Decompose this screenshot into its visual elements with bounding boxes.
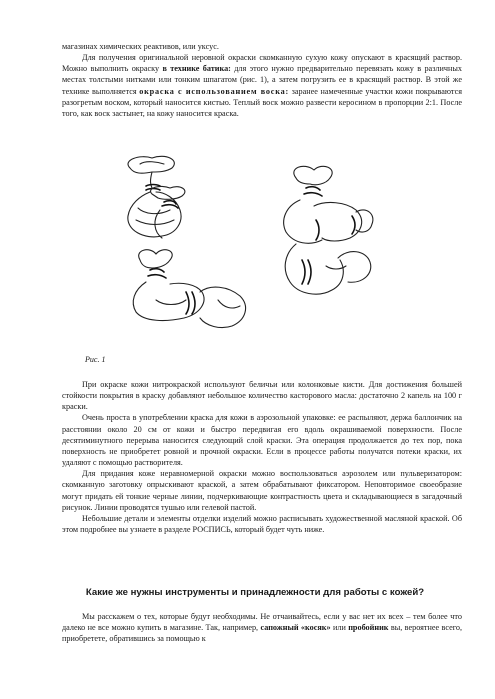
figure-caption: Рис. 1: [85, 355, 106, 364]
bold-term-batik: в технике батика:: [162, 64, 231, 74]
paragraph-tools: [62, 611, 462, 644]
tied-bundle-right: [284, 166, 373, 294]
text-run: Мы расскажем о тех, которые будут необходимы. Не отчаивайтесь, если у вас нет их всех – тем более что далеко не все можно купить в магазине. Так, например,: [62, 612, 462, 633]
text-run: вы, вероятнее всего, приобретете, обратившись за помощью к: [62, 623, 463, 644]
paragraph-nitro-paint: При окраске кожи нитрокраской используют беличьи или колонковые кисти. Для достижения большей стойкости покрытия в краску добавляют небольшое количество касторового масла: достаточно 2 капель на 100 г краски.: [62, 380, 462, 412]
text-run: Для получения оригинальной неровной окраски скомканную сухую кожу опускают в красящий раствор. Можно выполнить окраску: [62, 53, 462, 74]
text-run: заранее намеченные участки кожи покрываются разогретым воском, который наносится кистью. Теплый воск можно развести керосином в пропорции 2:1. После того, как воск застынет, на кожу наносится краска.: [62, 86, 462, 118]
bold-term-wax: окраска с использованием воска:: [139, 86, 290, 96]
paragraph-continuation: магазинах химических реактивов, или уксус.: [62, 42, 219, 51]
text-block-bottom: [62, 611, 462, 644]
bold-term-kosyak: сапожный «косяк»: [260, 623, 331, 633]
figure-tied-leather-illustration: [100, 150, 380, 362]
text-block-middle: [62, 379, 462, 535]
text-run: для этого нужно предварительно перевязать кожу в различных местах толстыми нитками или тонким шпагатом (рис. 1), а затем погрузить ее в красящий раствор. В этой же технике выполняется: [62, 64, 462, 96]
bold-term-punch: пробойник: [348, 623, 389, 633]
paragraph-airbrush: Для придания коже неравномерной окраски можно воспользоваться аэрозолем или пульверизатором: скомканную заготовку опрыскивают краской, а затем обрабатывают фиксатором. Неповторимое своеобразие могут придать ей тонкие черные линии, подчеркивающие контрастность цвета и складывающиеся в загадочный рисунок. Линии проводятся тушью или гелевой пастой.: [62, 469, 462, 512]
section-heading-tools: Какие же нужны инструменты и принадлежности для работы с кожей?: [85, 587, 425, 598]
paragraph-small-details: Небольшие детали и элементы отделки изделий можно расписывать художественной масляной краской. Об этом подробнее вы узнаете в разделе РОСПИСЬ, который будет чуть ниже.: [62, 513, 462, 535]
paragraph-batik: [62, 52, 462, 119]
text-run: или: [330, 623, 349, 633]
text-block-top: [62, 41, 462, 119]
paragraph-aerosol-paint: Очень проста в употреблении краска для кожи в аэрозольной упаковке: ее распыляют, держа баллончик на расстоянии около 20 см от кожи и быстро передвигая его вдоль окрашиваемой поверхности. После десятиминутного перерыва наносится следующий слой краски. Эта операция продолжается до тех пор, пока поверхность не приобретет ровной и прочной окраски. Если в процессе работы получатся потеки краски, их удаляют с помощью растворителя.: [62, 413, 462, 468]
tied-bundle-middle-left: [151, 186, 185, 238]
tied-bundle-lower-left: [133, 250, 245, 328]
